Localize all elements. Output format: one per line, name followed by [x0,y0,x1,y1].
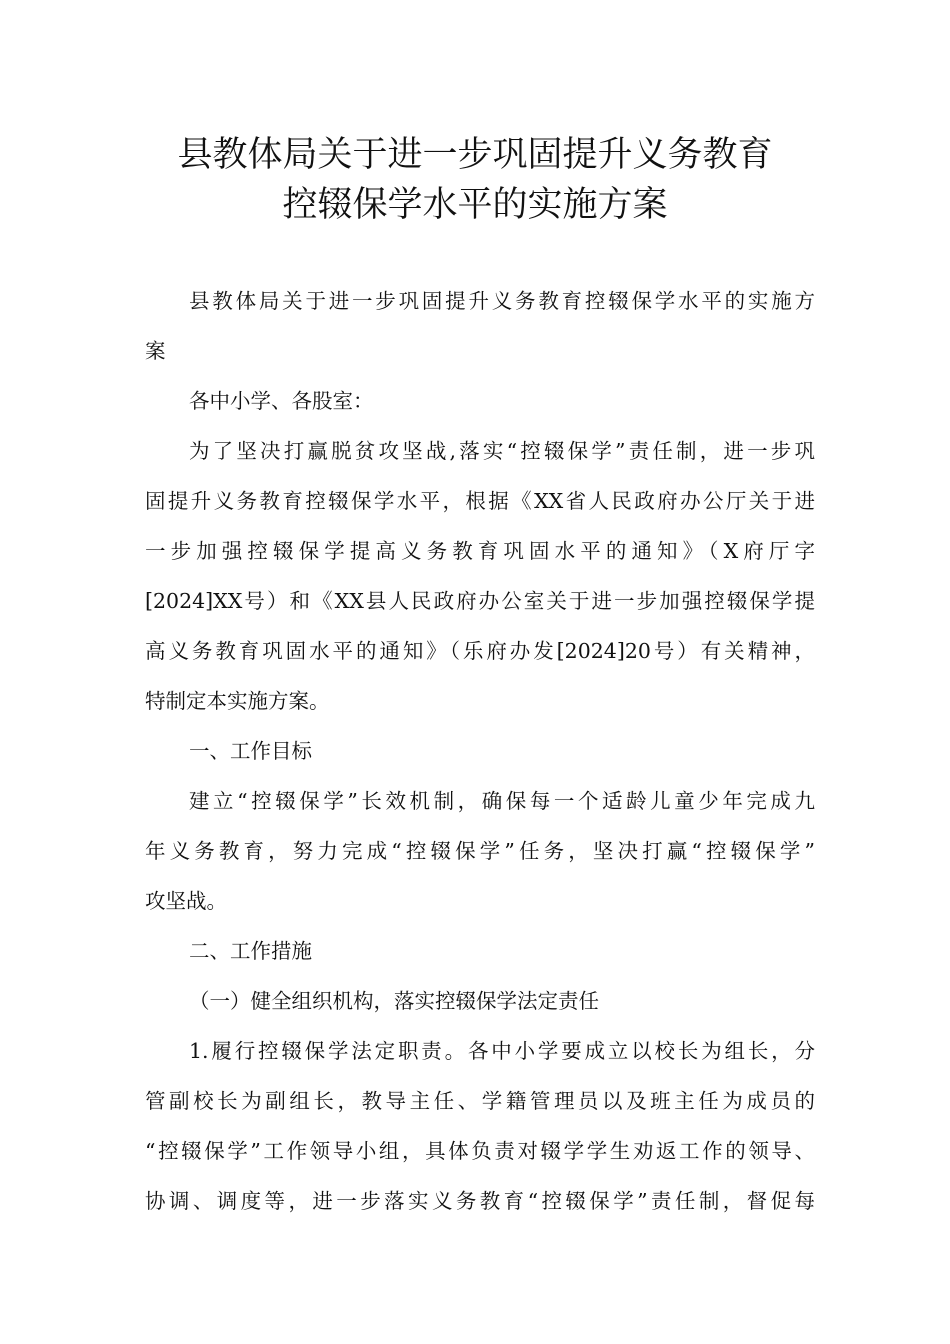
body-line: 为了坚决打赢脱贫攻坚战,落实“控辍保学”责任制，进一步巩 [189,439,815,463]
body-line: 各中小学、各股室： [189,389,374,413]
body-line: 固提升义务教育控辍保学水平，根据《XX省人民政府办公厅关于进 [145,489,815,513]
body-line: 一步加强控辍保学提高义务教育巩固水平的通知》（X府厅字 [145,539,815,563]
body-line: 建立“控辍保学”长效机制，确保每一个适龄儿童少年完成九 [189,789,815,813]
document-title-line-2: 控辍保学水平的实施方案 [282,185,668,225]
document-title-line-1: 县教体局关于进一步巩固提升义务教育 [177,135,773,175]
body-line: “控辍保学”工作领导小组，具体负责对辍学学生劝返工作的领导、 [145,1139,815,1163]
document-body [145,276,815,1226]
body-line: 年义务教育，努力完成“控辍保学”任务，坚决打赢“控辍保学” [145,839,815,863]
body-line: 二、工作措施 [189,939,312,963]
body-line: 高义务教育巩固水平的通知》（乐府办发[2024]20号）有关精神， [145,639,815,663]
body-line: 1.履行控辍保学法定职责。各中小学要成立以校长为组长，分 [189,1039,815,1063]
body-line: [2024]XX号）和《XX县人民政府办公室关于进一步加强控辍保学提 [145,589,815,613]
body-line: 县教体局关于进一步巩固提升义务教育控辍保学水平的实施方 [189,289,815,313]
body-line: 攻坚战。 [145,889,227,913]
body-line: （一）健全组织机构，落实控辍保学法定责任 [189,989,599,1013]
body-line: 协调、调度等，进一步落实义务教育“控辍保学”责任制，督促每 [145,1189,815,1213]
body-line: 管副校长为副组长，教导主任、学籍管理员以及班主任为成员的 [145,1089,815,1113]
body-line: 一、工作目标 [189,739,312,763]
body-line: 特制定本实施方案。 [145,689,330,713]
body-line: 案 [145,339,166,363]
